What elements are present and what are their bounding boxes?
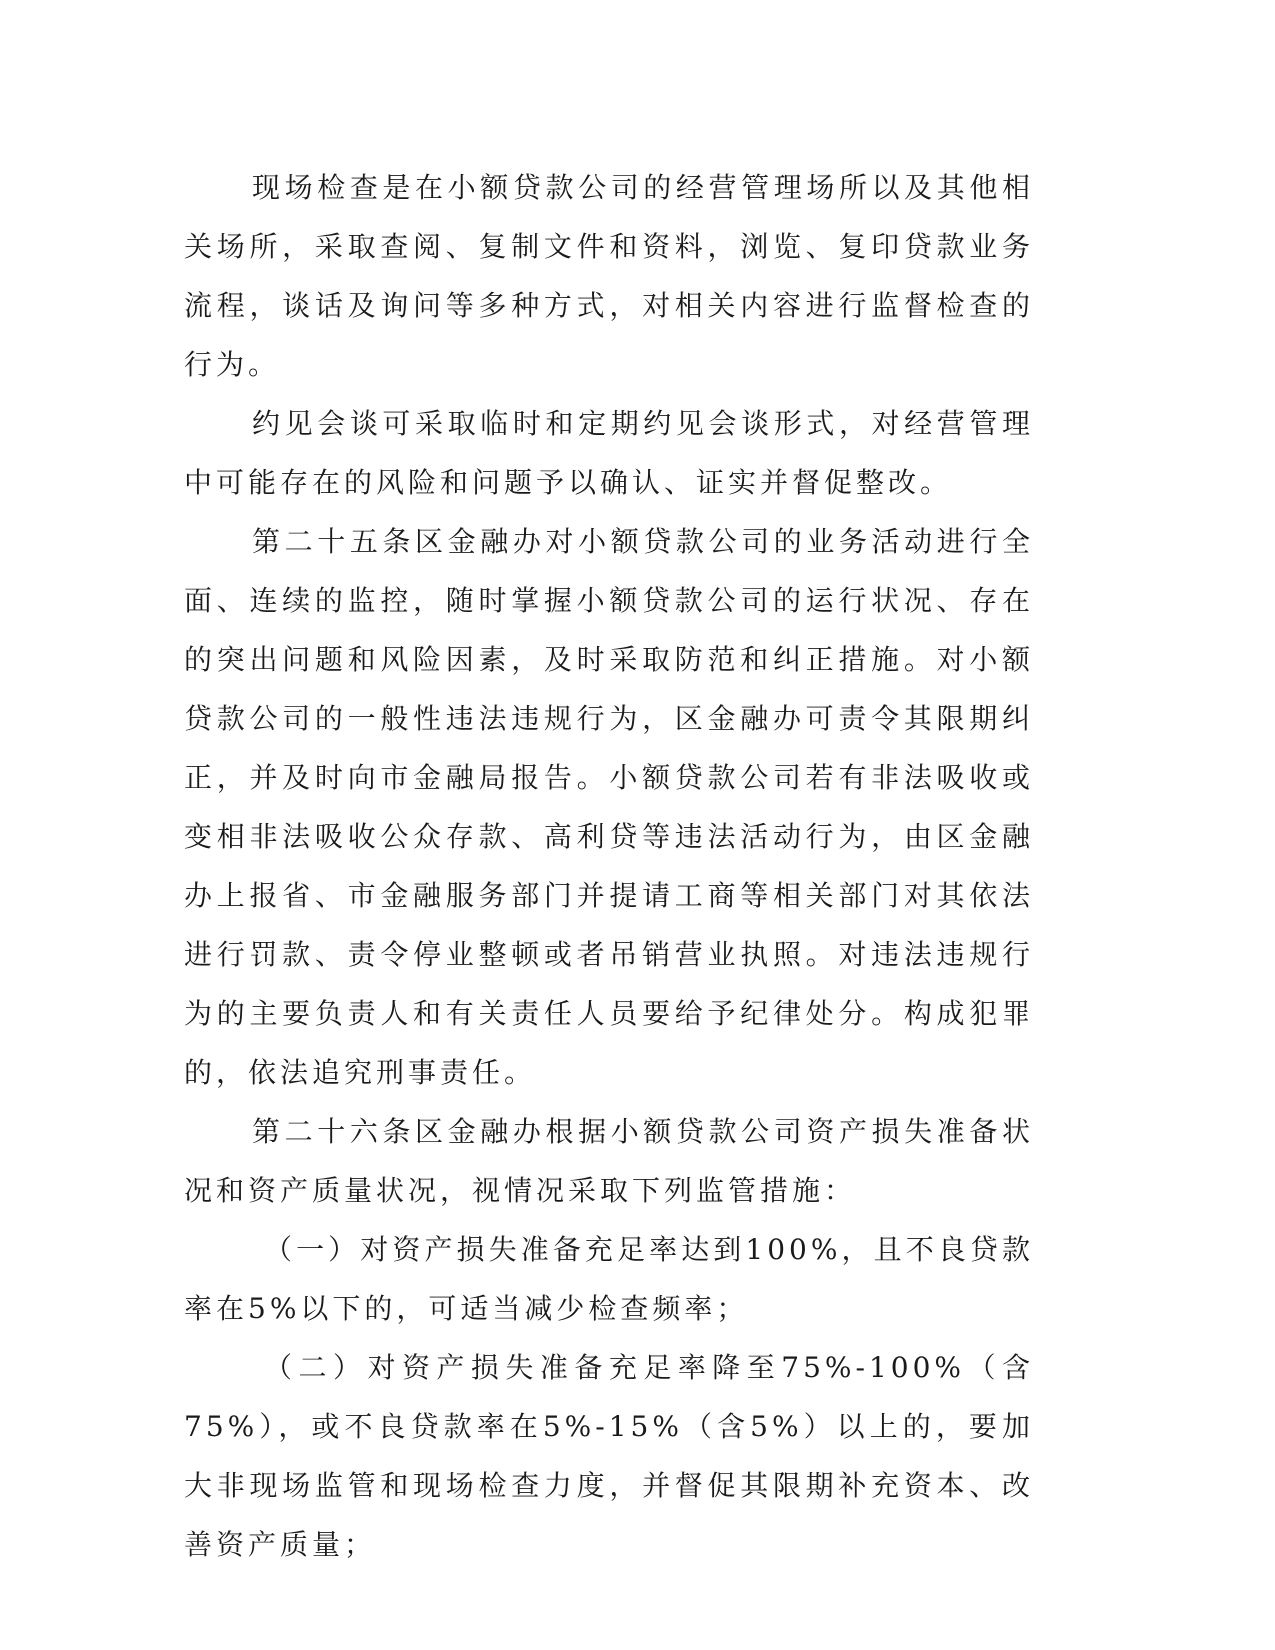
paragraph-interview: 约见会谈可采取临时和定期约见会谈形式，对经营管理中可能存在的风险和问题予以确认、证实并督促整改。 [184,407,1034,499]
document-body [184,158,1034,1574]
paragraph-onsite-inspection: 现场检查是在小额贷款公司的经营管理场所以及其他相关场所，采取查阅、复制文件和资料，浏览、复印贷款业务流程，谈话及询问等多种方式，对相关内容进行监督检查的行为。 [184,171,1034,381]
paragraph-measure-2: （二）对资产损失准备充足率降至75%-100%（含75%），或不良贷款率在5%-15%（含5%）以上的，要加大非现场监管和现场检查力度，并督促其限期补充资本、改善资产质量； [184,1351,1034,1561]
paragraph-article-26: 第二十六条区金融办根据小额贷款公司资产损失准备状况和资产质量状况，视情况采取下列监管措施： [184,1115,1034,1207]
paragraph-article-25: 第二十五条区金融办对小额贷款公司的业务活动进行全面、连续的监控，随时掌握小额贷款公司的运行状况、存在的突出问题和风险因素，及时采取防范和纠正措施。对小额贷款公司的一般性违法违规行为，区金融办可责令其限期纠正，并及时向市金融局报告。小额贷款公司若有非法吸收或变相非法吸收公众存款、高利贷等违法活动行为，由区金融办上报省、市金融服务部门并提请工商等相关部门对其依法进行罚款、责令停业整顿或者吊销营业执照。对违法违规行为的主要负责人和有关责任人员要给予纪律处分。构成犯罪的，依法追究刑事责任。 [184,525,1034,1089]
paragraph-measure-1: （一）对资产损失准备充足率达到100%，且不良贷款率在5%以下的，可适当减少检查频率； [184,1233,1034,1325]
